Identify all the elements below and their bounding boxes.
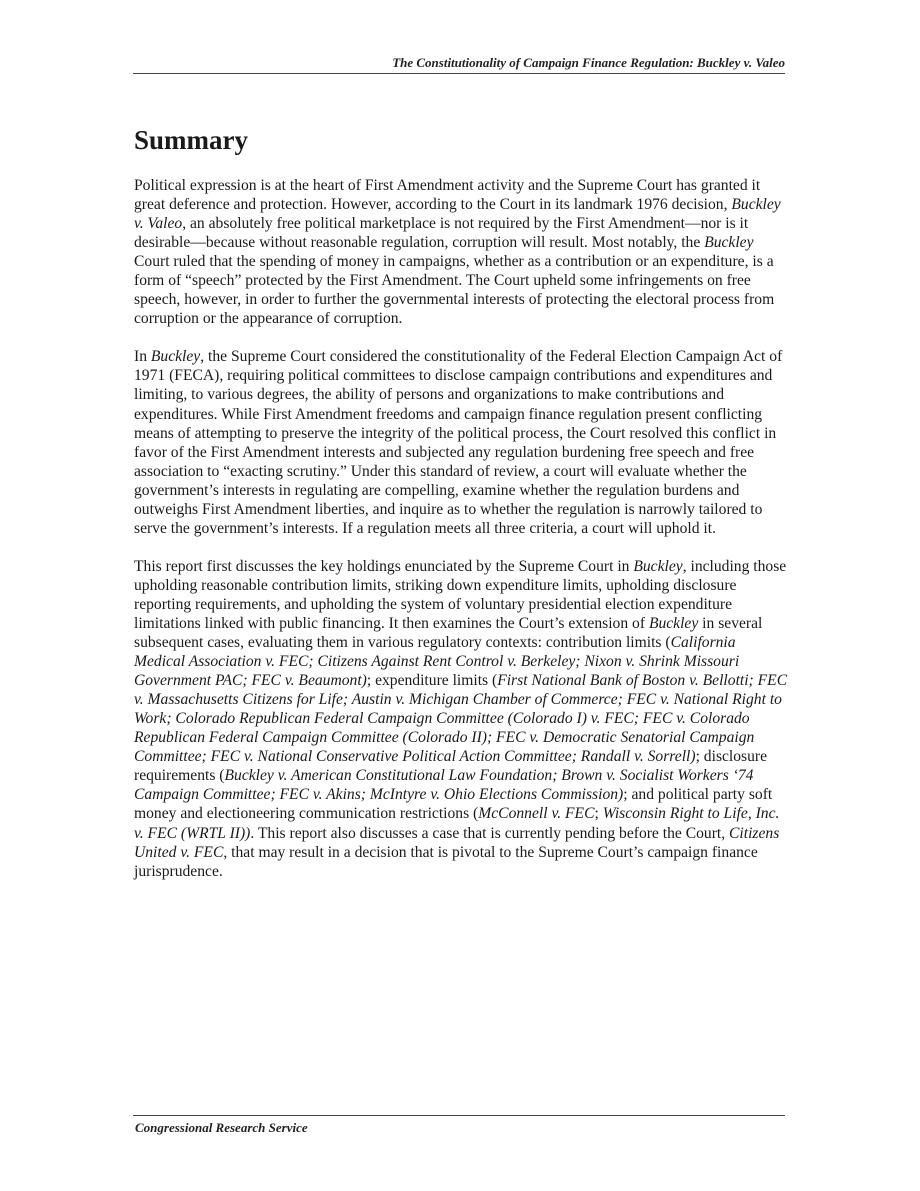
text-run: ; and political party soft money and electioneering communication restrictions ( <box>134 786 773 823</box>
text-run: . This report also discusses a case that is currently pending before the Court, <box>250 824 730 842</box>
text-run: ; <box>594 805 603 823</box>
text-run: ; expenditure limits ( <box>366 672 498 690</box>
italic-case-citation: Wisconsin Right to Life, Inc. v. FEC (WRTL II)) <box>134 805 780 842</box>
text-run: , including those upholding reasonable contribution limits, striking down expenditure limits, upholding disclosure reporting requirements, and upholding the system of voluntary presidential election expenditure limitations linked with public financing. It then examines the Court’s extension of <box>134 557 787 632</box>
italic-case-citation: Buckley v. American Constitutional Law Foundation; Brown v. Socialist Workers ‘74 Campaign Committee; FEC v. Akins; McIntyre v. Ohio Elections Commission) <box>134 767 754 804</box>
text-run: ; disclosure requirements ( <box>134 748 768 785</box>
text-run: , the Supreme Court considered the constitutionality of the Federal Election Campaign Act of 1971 (FECA), requiring political committees to disclose campaign contributions and expenditures and limiting, to various degrees, the ability of persons and organizations to make contributions and expenditures. While First Amendment freedoms and campaign finance regulation present conflicting means of attempting to preserve the integrity of the political process, the Court resolved this conflict in favor of the First Amendment interests and subjected any regulation burdening free speech and free association to “exacting scrutiny.” Under this standard of review, a court will evaluate whether the government’s interests in regulating are compelling, examine whether the regulation burdens and outweighs First Amendment liberties, and inquire as to whether the regulation is narrowly tailored to serve the government’s interests. If a regulation meets all three criteria, a court will uphold it. <box>134 348 783 537</box>
italic-case-citation: Buckley v. Valeo <box>134 196 781 233</box>
italic-case-citation: Buckley <box>704 234 754 252</box>
summary-paragraph-3 <box>134 557 788 881</box>
summary-paragraph-2 <box>134 347 788 537</box>
page-title: Summary <box>134 125 248 155</box>
italic-case-citation: California Medical Association v. FEC; Citizens Against Rent Control v. Berkeley; Nixon v. Shrink Missouri Government PAC; FEC v. Beaumont) <box>134 634 740 690</box>
summary-body <box>134 176 788 900</box>
text-run: in several subsequent cases, evaluating them in various regulatory contexts: contribution limits ( <box>134 614 763 652</box>
footer-organization: Congressional Research Service <box>135 1120 308 1135</box>
italic-case-citation: Citizens United v. FEC <box>134 824 780 861</box>
text-run: , an absolutely free political marketplace is not required by the First Amendment—nor is it desirable—because without reasonable regulation, corruption will result. Most notably, the <box>134 215 749 252</box>
running-header-title: The Constitutionality of Campaign Finance Regulation: Buckley v. Valeo <box>392 55 785 70</box>
italic-case-citation: McConnell v. FEC <box>478 805 595 823</box>
text-run: This report first discusses the key holdings enunciated by the Supreme Court in <box>134 557 634 575</box>
summary-paragraph-1 <box>134 176 788 328</box>
text-run: Political expression is at the heart of First Amendment activity and the Supreme Court has granted it great deference and protection. However, according to the Court in its landmark 1976 decision, <box>134 177 761 214</box>
footer-divider <box>133 1115 785 1116</box>
text-run: , that may result in a decision that is pivotal to the Supreme Court’s campaign finance jurisprudence. <box>134 843 758 880</box>
text-run: In <box>134 348 151 366</box>
text-run: Court ruled that the spending of money in campaigns, whether as a contribution or an expenditure, is a form of “speech” protected by the First Amendment. The Court upheld some infringements on free speech, however, in order to further the governmental interests of protecting the electoral process from corruption or the appearance of corruption. <box>134 253 775 328</box>
italic-case-citation: Buckley <box>648 614 699 632</box>
header-divider <box>133 73 785 74</box>
italic-case-citation: First National Bank of Boston v. Bellotti; FEC v. Massachusetts Citizens for Life; Austin v. Michigan Chamber of Commerce; FEC v. National Right to Work; Colorado Republican Federal Campaign Committee (Colorado I) v. FEC; FEC v. Colorado Republican Federal Campaign Committee (Colorado II); FEC v. Democratic Senatorial Campaign Committee; FEC v. National Conservative Political Action Committee; Randall v. Sorrell) <box>134 672 788 766</box>
italic-case-citation: Buckley <box>150 348 201 366</box>
italic-case-citation: Buckley <box>633 557 683 575</box>
